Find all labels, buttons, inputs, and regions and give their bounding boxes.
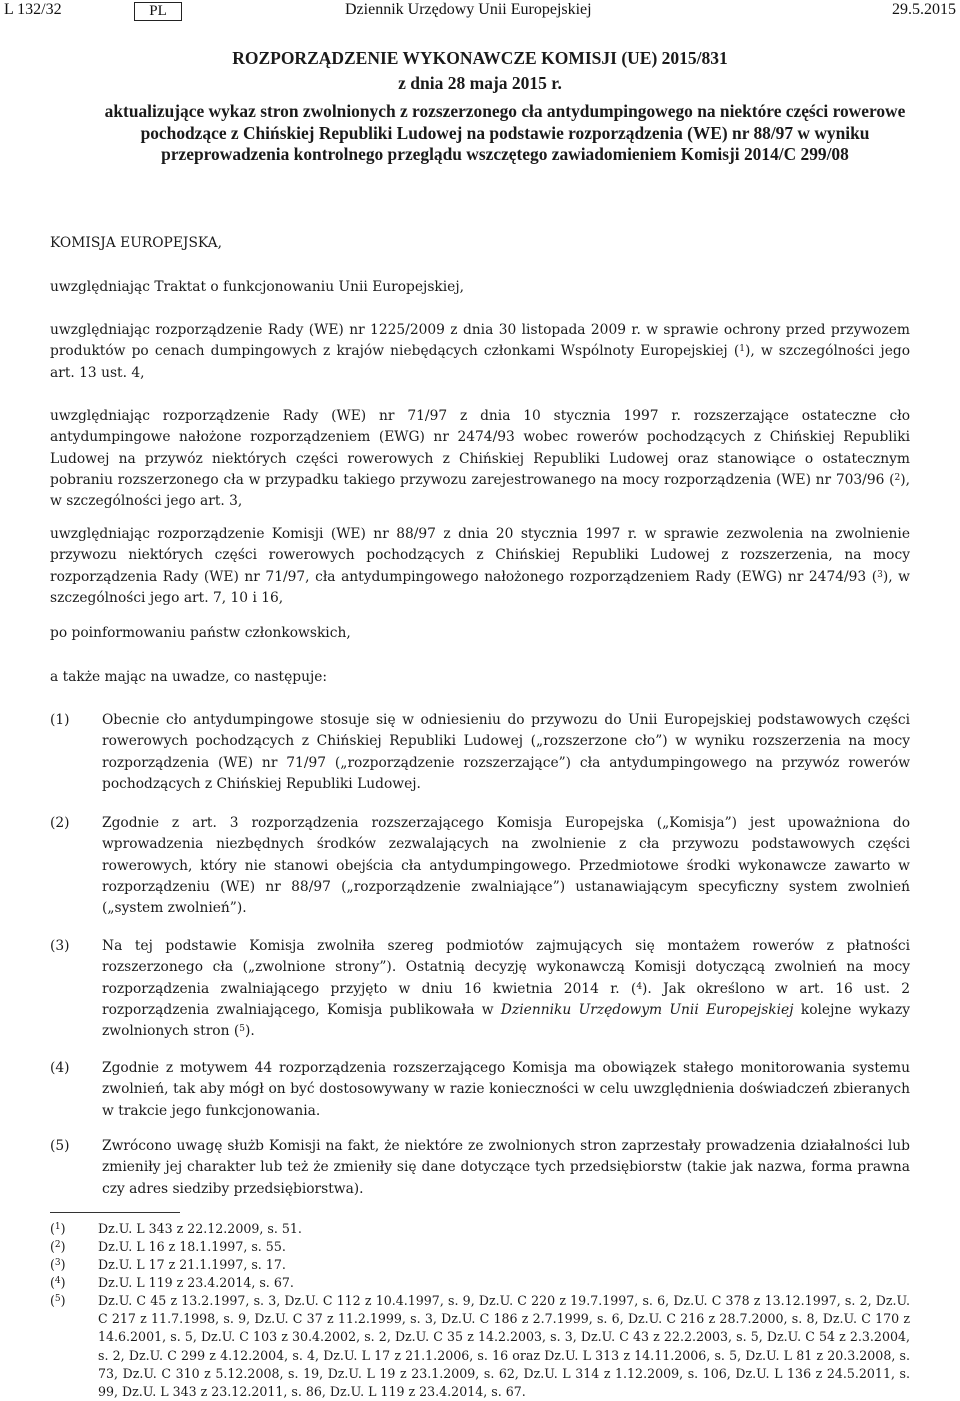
- footnote-ref-1[interactable]: 1: [739, 344, 745, 355]
- recital-number: (5): [50, 1138, 70, 1154]
- footnote-ref-3[interactable]: 3: [877, 569, 883, 580]
- citation-treaty: uwzględniając Traktat o funkcjonowaniu Unii Europejskiej,: [50, 279, 465, 295]
- recital-text: Na tej podstawie Komisja zwolniła szereg podmiotów zajmujących się montażem rowerów z płatności rozszerzonego cła („zwolnione strony”). Ostatnią decyzję wykonawczą Komisji dotyczącą zwolnień na mocy rozporządzenia zwalniającego przyjęto w dniu 16 kwietnia 2014 r. ($^4$). Jak określono w art. 16 ust. 2 rozporządzenia zwalniającego, Komisja publikowała w Dzienniku Urzędowym Unii Europejskiej kolejne wykazy zwolnionych stron ($^5$).: [102, 938, 911, 1040]
- footnote-divider: [50, 1212, 180, 1213]
- journal-reference: L 132/32: [4, 1, 62, 18]
- footnote-ref-2[interactable]: 2: [894, 472, 901, 483]
- regulation-subject: aktualizujące wykaz stron zwolnionych z rozszerzonego cła antydumpingowego na niektóre części rowerowe pochodzące z Chińskiej Republiki Ludowej na podstawie rozporządzenia (WE) nr 88/97 w wyniku przeprowadzenia kontrolnego przeglądu wszczętego zawiadomieniem Komisji 2014/C 299/08: [104, 101, 906, 164]
- consultation-line: po poinformowaniu państw członkowskich,: [50, 625, 351, 641]
- recital-number: (3): [50, 938, 70, 954]
- whereas-line: a także mając na uwadze, co następuje:: [50, 669, 328, 685]
- journal-name: Dziennik Urzędowy Unii Europejskiej: [345, 1, 592, 18]
- citation-2: uwzględniając rozporządzenie Rady (WE) nr 71/97 z dnia 10 stycznia 1997 r. rozszerzające ostateczne cło antydumpingowe nałożone rozporządzeniem (EWG) nr 2474/93 wobec rowerów pochodzących z Chińskiej Republiki Ludowej na przywóz niektórych części rowerowych z Chińskiej Republiki Ludowej oraz stanowiące o ostatecznym pobraniu rozszerzonego cła w przypadku takiego przywozu zarejestrowanego na mocy rozporządzenia (WE) nr 703/96 ($^2$), w szczególności jego art. 3,: [50, 408, 910, 510]
- running-header: [0, 0, 960, 24]
- regulation-date: z dnia 28 maja 2015 r.: [398, 73, 562, 93]
- footnote-ref-5[interactable]: 5: [239, 1024, 245, 1035]
- recital-text: Zgodnie z motywem 44 rozporządzenia rozszerzającego Komisja ma obowiązek stałego monitorowania systemu zwolnień, tak aby mógł on być dostosowywany w razie konieczności w celu uwzględnienia doświadczeń zbieranych w trakcie jego funkcjonowania.: [102, 1060, 910, 1119]
- recital-number: (1): [50, 712, 70, 728]
- institution-line: KOMISJA EUROPEJSKA,: [50, 235, 222, 251]
- language-badge: PL: [134, 2, 182, 21]
- recital-text: Obecnie cło antydumpingowe stosuje się w odniesieniu do przywozu do Unii Europejskiej podstawowych części rowerowych pochodzących z Chińskiej Republiki Ludowej („rozszerzone cło”) w wyniku rozszerzenia na mocy rozporządzenia (WE) nr 71/97 („rozporządzenie rozszerzające”) cła antydumpingowego na przywóz rowerów pochodzących z Chińskiej Republiki Ludowej.: [102, 712, 910, 792]
- footnote-ref-4[interactable]: 4: [636, 981, 643, 992]
- recital-text: Zgodnie z art. 3 rozporządzenia rozszerzającego Komisja Europejska („Komisja”) jest upoważniona do wprowadzenia niezbędnych środków zezwalających na zwolnienie z cła przywozu podstawowych części rowerowych, który nie stanowi obejścia cła antydumpingowego. Przedmiotowe środki wykonawcze zawarto w rozporządzeniu (WE) nr 88/97 („rozporządzenie zwalniające”) ustanawiającym specyficzny system zwolnień („system zwolnień”).: [102, 815, 910, 917]
- recital-number: (2): [50, 815, 70, 831]
- recital-text: Zwrócono uwagę służb Komisji na fakt, że niektóre ze zwolnionych stron zaprzestały prowadzenia działalności lub zmieniły jej charakter lub też że zmieniły się dane dotyczące tych przedsiębiorstw (takie jak nazwa, forma prawna czy adres siedziby przedsiębiorstwa).: [102, 1138, 910, 1197]
- citation-1: uwzględniając rozporządzenie Rady (WE) nr 1225/2009 z dnia 30 listopada 2009 r. w sprawie ochrony przed przywozem produktów po cenach dumpingowych z krajów niebędących członkami Wspólnoty Europejskiej ($^1$), w szczególności jego art. 13 ust. 4,: [50, 322, 910, 381]
- citation-3: uwzględniając rozporządzenie Komisji (WE) nr 88/97 z dnia 20 stycznia 1997 r. w sprawie zezwolenia na zwolnienie przywozu niektórych części rowerowych pochodzących z Chińskiej Republiki Ludowej z rozszerzenia, na mocy rozporządzenia Rady (WE) nr 71/97, cła antydumpingowego nałożonego rozporządzeniem Rady (EWG) nr 2474/93 ($^3$), w szczególności jego art. 7, 10 i 16,: [50, 526, 910, 606]
- publication-date: 29.5.2015: [892, 1, 956, 18]
- document-page: L 132/32 PL Dziennik Urzędowy Unii Europejskiej 29.5.2015 ROZPORZĄDZENIE WYKONAWCZE KOMISJI (UE) 2015/831 z dnia 28 maja 2015 r. aktualizujące wykaz stron zwolnionych z rozszerzonego cła antydumpingowego na niektóre części rowerowe pochodzące z Chińskiej Republiki Ludowej na podstawie rozporządzenia (WE) nr 88/97 w wyniku przeprowadzenia kontrolnego przeglądu wszczętego zawiadomieniem Komisji 2014/C 299/08 KOMISJA EUROPEJSKA, uwzględniając Traktat o funkcjonowaniu Unii Europejskiej, uwzględniając rozporządzenie Rady (WE) nr 1225/2009 z dnia 30 listopada 2009 r. w sprawie ochrony przed przywozem produktów po cenach dumpingowych z krajów niebędących członkami Wspólnoty Europejskiej ($^1$), w szczególności jego art. 13 ust. 4, uwzględniając rozporządzenie Rady (WE) nr 71/97 z dnia 10 stycznia 1997 r. rozszerzające ostateczne cło antydumpingowe nałożone rozporządzeniem (EWG) nr 2474/93 wobec rowerów pochodzących z Chińskiej Republiki Ludowej na przywóz niektórych części rowerowych z Chińskiej Republiki Ludowej oraz stanowiące o ostatecznym pobraniu rozszerzonego cła w przypadku takiego przywozu zarejestrowanego na mocy rozporządzenia (WE) nr 703/96 ($^2$), w szczególności jego art. 3, uwzględniając rozporządzenie Komisji (WE) nr 88/97 z dnia 20 stycznia 1997 r. w sprawie zezwolenia na zwolnienie przywozu niektórych części rowerowych pochodzących z Chińskiej Republiki Ludowej z rozszerzenia, na mocy rozporządzenia Rady (WE) nr 71/97, cła antydumpingowego nałożonego rozporządzeniem Rady (EWG) nr 2474/93 ($^3$), w szczególności jego art. 7, 10 i 16, po poinformowaniu państw członkowskich, a także mając na uwadze, co następuje: (1) Obecnie cło antydumpingowe stosuje się w odniesieniu do przywozu do Unii Europejskiej podstawowych części rowerowych pochodzących z Chińskiej Republiki Ludowej („rozszerzone cło”) w wyniku rozszerzenia na mocy rozporządzenia (WE) nr 71/97 („rozporządzenie rozszerzające”) cła antydumpingowego na przywóz rowerów pochodzących z Chińskiej Republiki Ludowej. (2) Zgodnie z art. 3 rozporządzenia rozszerzającego Komisja Europejska („Komisja”) jest upoważniona do wprowadzenia niezbędnych środków zezwalających na zwolnienie z cła przywozu podstawowych części rowerowych, który nie stanowi obejścia cła antydumpingowego. Przedmiotowe środki wykonawcze zawarto w rozporządzeniu (WE) nr 88/97 („rozporządzenie zwalniające”) ustanawiającym specyficzny system zwolnień („system zwolnień”). (3) Na tej podstawie Komisja zwolniła szereg podmiotów zajmujących się montażem rowerów z płatności rozszerzonego cła („zwolnione strony”). Ostatnią decyzję wykonawczą Komisji dotyczącą zwolnień na mocy rozporządzenia zwalniającego przyjęto w dniu 16 kwietnia 2014 r. ($^4$). Jak określono w art. 16 ust. 2 rozporządzenia zwalniającego, Komisja publikowała w Dzienniku Urzędowym Unii Europejskiej kolejne wykazy zwolnionych stron ($^5$). (4) Zgodnie z motywem 44 rozporządzenia rozszerzającego Komisja ma obowiązek stałego monitorowania systemu zwolnień, tak aby mógł on być dostosowywany w razie konieczności w celu uwzględnienia doświadczeń zbieranych w trakcie jego funkcjonowania. (5) Zwrócono uwagę służb Komisji na fakt, że niektóre ze zwolnionych stron zaprzestały prowadzenia działalności lub zmieniły jej charakter lub też że zmieniły się dane dotyczące tych przedsiębiorstw (takie jak nazwa, forma prawna czy adres siedziby przedsiębiorstwa). ($^1$) Dz.U. L 343 z 22.12.2009, s. 51. ($^2$) Dz.U. L 16 z 18.1.1997, s. 55. ($^3$) Dz.U. L 17 z 21.1.1997, s. 17. ($^4$) Dz.U. L 119 z 23.4.2014, s. 67. ($^5$) Dz.U. C 45 z 13.2.1997, s. 3, Dz.U. C 112 z 10.4.1997, s. 9, Dz.U. C 220 z 19.7.1997, s. 6, Dz.U. C 378 z 13.12.1997, s. 2, Dz.U. C 217 z 11.7.1998, s. 9, Dz.U. C 37 z 11.2.1999, s. 3, Dz.U. C 186 z 2.7.1999, s. 6, Dz.U. C 216 z 28.7.2000, s. 8, Dz.U. C 170 z 14.6.2001, s. 5, Dz.U. C 103 z 30.4.2002, s. 2, Dz.U. C 35 z 14.2.2003, s. 3, Dz.U. C 43 z 22.2.2003, s. 5, Dz.U. C 54 z 2.3.2004, s. 2, Dz.U. C 299 z 4.12.2004, s. 4, Dz.U. L 17 z 21.1.2006, s. 16 oraz Dz.U. L 313 z 14.11.2006, s. 5, Dz.U. L 81 z 20.3.2008, s. 73, Dz.U. C 310 z 5.12.2008, s. 19, Dz.U. L 19 z 23.1.2009, s. 62, Dz.U. L 314 z 1.12.2009, s. 106, Dz.U. L 136 z 24.5.2011, s. 99, Dz.U. L 343 z 23.12.2011, s. 86, Dz.U. L 119 z 23.4.2014, s. 67.: [0, 0, 960, 1390]
- regulation-title: ROZPORZĄDZENIE WYKONAWCZE KOMISJI (UE) 2015/831: [232, 48, 728, 68]
- journal-name-italic: Dzienniku Urzędowym Unii Europejskiej: [500, 1001, 794, 1018]
- recital-number: (4): [50, 1060, 70, 1076]
